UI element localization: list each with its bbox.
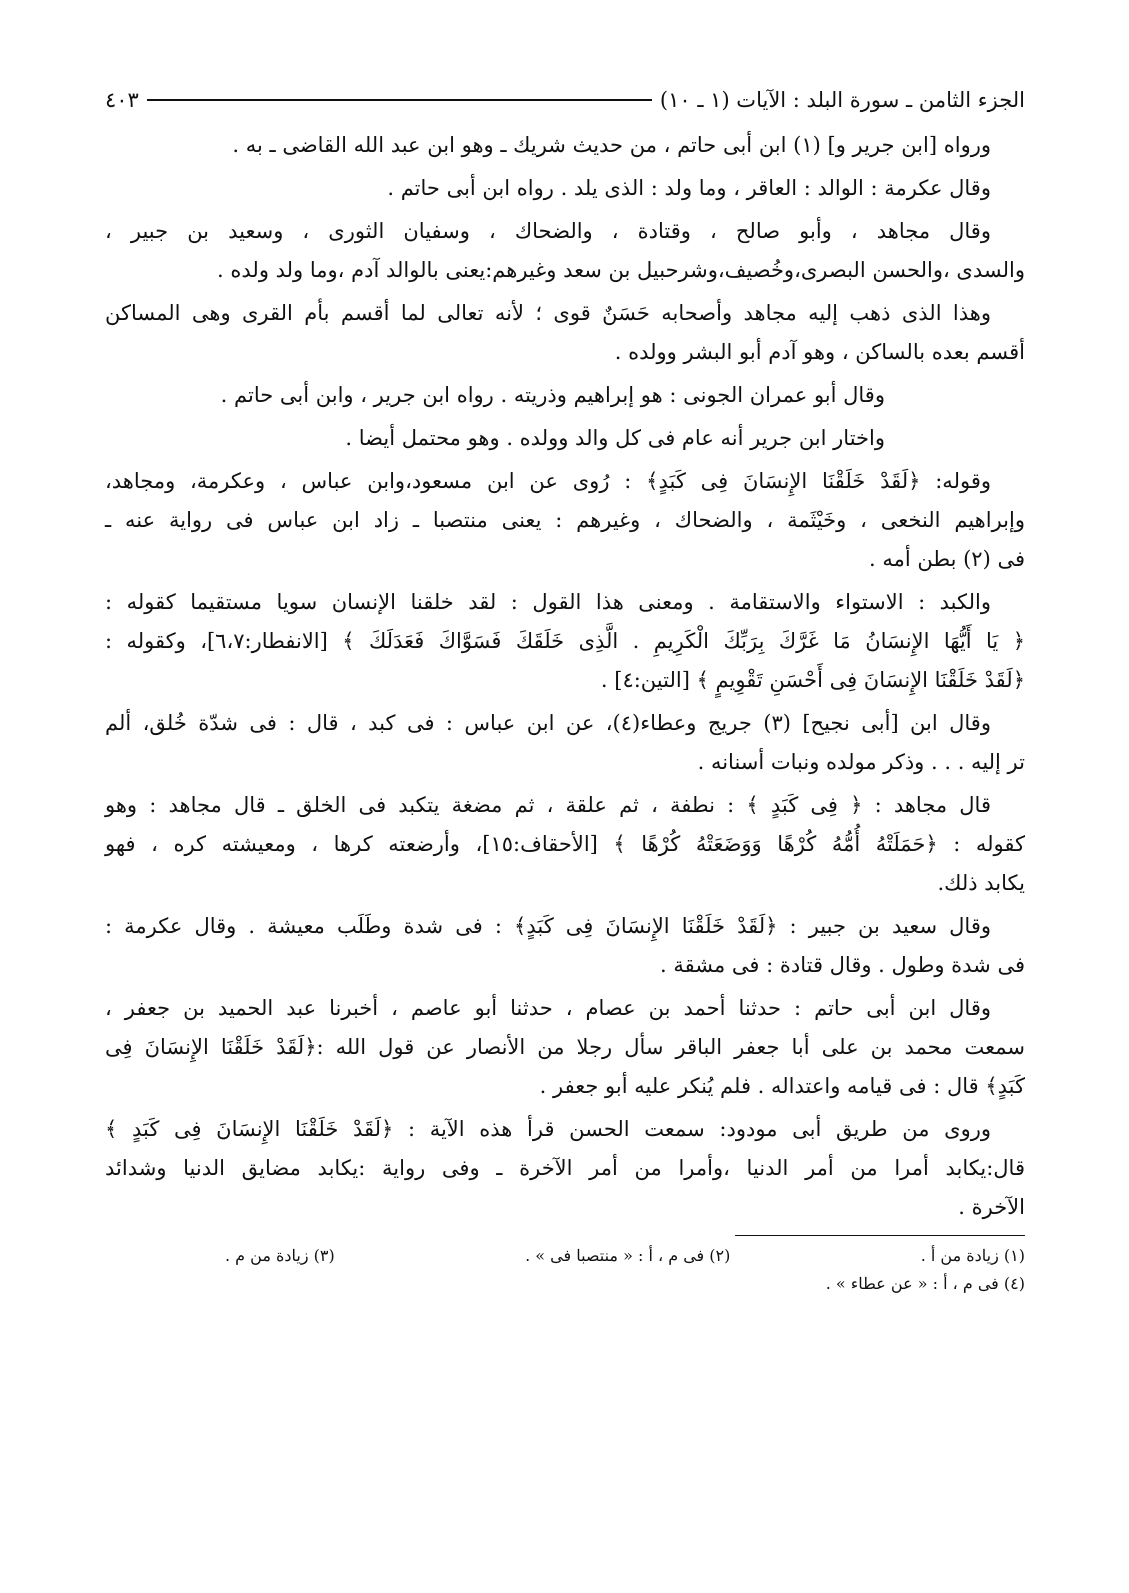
paragraph-line: أقسم بعده بالساكن ، وهو آدم أبو البشر وولده . <box>614 340 1025 364</box>
paragraph-line: وروى من طريق أبى مودود: سمعت الحسن قرأ هذه الآية : ﴿لَقَدْ خَلَقْنَا الإِنسَانَ فِى كَبَدٍ ﴾ <box>105 1117 991 1141</box>
paragraph <box>105 583 1025 700</box>
paragraph-line: ورواه [ابن جرير و] (١) ابن أبى حاتم ، من حديث شريك ـ وهو ابن عبد الله القاضى ـ به . <box>232 133 991 157</box>
paragraph <box>105 169 1025 208</box>
running-title: الجزء الثامن ـ سورة البلد : الآيات (١ ـ ١٠) <box>659 88 1025 112</box>
paragraph-line: وقال عكرمة : الوالد : العاقر ، وما ولد : الذى يلد . رواه ابن أبى حاتم . <box>387 176 991 200</box>
footnote-1: (١) زيادة من أ . <box>920 1246 1025 1265</box>
paragraph-line: ﴿ يَا أَيُّهَا الإِنسَانُ مَا غَرَّكَ بِرَبِّكَ الْكَرِيمِ . الَّذِى خَلَقَكَ فَسَوَّاكَ فَعَدَلَكَ ﴾ [الانفطار:٦،٧]، وكقوله : <box>105 629 1026 653</box>
paragraph-line: سمعت محمد بن على أبا جعفر الباقر سأل رجلا من الأنصار عن قول الله :﴿لَقَدْ خَلَقْنَا الإِنسَانَ فِى <box>105 1035 1025 1059</box>
paragraph-line: فى شدة وطول . وقال قتادة : فى مشقة . <box>660 953 1025 977</box>
paragraph-line: الآخرة . <box>958 1195 1025 1219</box>
paragraph <box>105 126 1025 165</box>
footnote-separator <box>735 1235 1025 1236</box>
paragraph <box>105 419 1025 458</box>
paragraph-line: وإبراهيم النخعى ، وخَيْثَمة ، والضحاك ، وغيرهم : يعنى منتصبا ـ زاد ابن عباس فى رواية عنه ـ <box>105 508 1025 532</box>
footnote-2: (٢) فى م ، أ : « منتصبا فى » . <box>525 1246 731 1265</box>
paragraph <box>105 294 1025 372</box>
paragraph-line: وقال مجاهد ، وأبو صالح ، وقتادة ، والضحاك ، وسفيان الثورى ، وسعيد بن جبير ، <box>105 219 991 243</box>
paragraph-line: قال مجاهد : ﴿ فِى كَبَدٍ ﴾ : نطفة ، ثم علقة ، ثم مضغة يتكبد فى الخلق ـ قال مجاهد : وهو <box>105 793 991 817</box>
footnote-3: (٣) زيادة من م . <box>225 1246 335 1265</box>
footnote-row <box>105 1270 1025 1298</box>
paragraph-line: والسدى ،والحسن البصرى،وخُصيف،وشرحبيل بن سعد وغيرهم:يعنى بالوالد آدم ،وما ولد ولده . <box>217 258 1025 282</box>
paragraph <box>105 989 1025 1106</box>
paragraph-line: وقوله: ﴿لَقَدْ خَلَقْنَا الإِنسَانَ فِى كَبَدٍ﴾ : رُوى عن ابن مسعود،وابن عباس ، وعكرمة، ومجاهد، <box>105 469 991 493</box>
paragraph-line: واختار ابن جرير أنه عام فى كل والد وولده . وهو محتمل أيضا . <box>345 426 885 450</box>
paragraph-line: ﴿لَقَدْ خَلَقْنَا الإِنسَانَ فِى أَحْسَنِ تَقْوِيمٍ ﴾ [التين:٤] . <box>600 668 1025 692</box>
paragraph <box>105 376 1025 415</box>
page-body <box>105 126 1025 1227</box>
footnote-row <box>105 1242 1025 1270</box>
header-rule <box>147 99 652 101</box>
paragraph-line: كقوله : ﴿حَمَلَتْهُ أُمُّهُ كُرْهًا وَوَضَعَتْهُ كُرْهًا ﴾ [الأحقاف:١٥]، وأرضعته كرها ، ومعيشته كره ، فهو <box>105 832 1026 856</box>
book-page <box>105 80 1025 1298</box>
paragraph <box>105 786 1025 903</box>
paragraph <box>105 1110 1025 1227</box>
paragraph-line: وقال أبو عمران الجونى : هو إبراهيم وذريته . رواه ابن جرير ، وابن أبى حاتم . <box>220 383 885 407</box>
paragraph-line: وهذا الذى ذهب إليه مجاهد وأصحابه حَسَنٌ قوى ؛ لأنه تعالى لما أقسم بأم القرى وهى المساكن <box>105 301 991 325</box>
paragraph-line: والكبد : الاستواء والاستقامة . ومعنى هذا القول : لقد خلقنا الإنسان سويا مستقيما كقوله : <box>105 590 991 614</box>
footnote-4: (٤) فى م ، أ : « عن عطاء » . <box>825 1274 1025 1293</box>
paragraph-line: يكابد ذلك. <box>937 871 1025 895</box>
running-header <box>105 80 1025 120</box>
paragraph <box>105 212 1025 290</box>
paragraph-line: وقال سعيد بن جبير : ﴿لَقَدْ خَلَقْنَا الإِنسَانَ فِى كَبَدٍ﴾ : فى شدة وطَلَب معيشة . وقال عكرمة : <box>105 914 991 938</box>
paragraph <box>105 704 1025 782</box>
paragraph-line: وقال ابن أبى حاتم : حدثنا أحمد بن عصام ، حدثنا أبو عاصم ، أخبرنا عبد الحميد بن جعفر ، <box>105 996 991 1020</box>
paragraph <box>105 462 1025 579</box>
paragraph-line: فى (٢) بطن أمه . <box>869 547 1025 571</box>
paragraph <box>105 907 1025 985</box>
paragraph-line: كَبَدٍ﴾ قال : فى قيامه واعتداله . فلم يُنكر عليه أبو جعفر . <box>539 1074 1025 1098</box>
paragraph-line: وقال ابن [أبى نجيح] (٣) جريج وعطاء(٤)، عن ابن عباس : فى كبد ، قال : فى شدّة خُلق، ألم <box>105 711 991 735</box>
paragraph-line: تر إليه . . . وذكر مولده ونبات أسنانه . <box>697 750 1025 774</box>
paragraph-line: قال:يكابد أمرا من أمر الدنيا ،وأمرا من أمر الآخرة ـ وفى رواية :يكابد مضايق الدنيا وشدائد <box>105 1156 1025 1180</box>
page-number: ٤٠٣ <box>105 88 139 112</box>
footnotes <box>105 1242 1025 1298</box>
